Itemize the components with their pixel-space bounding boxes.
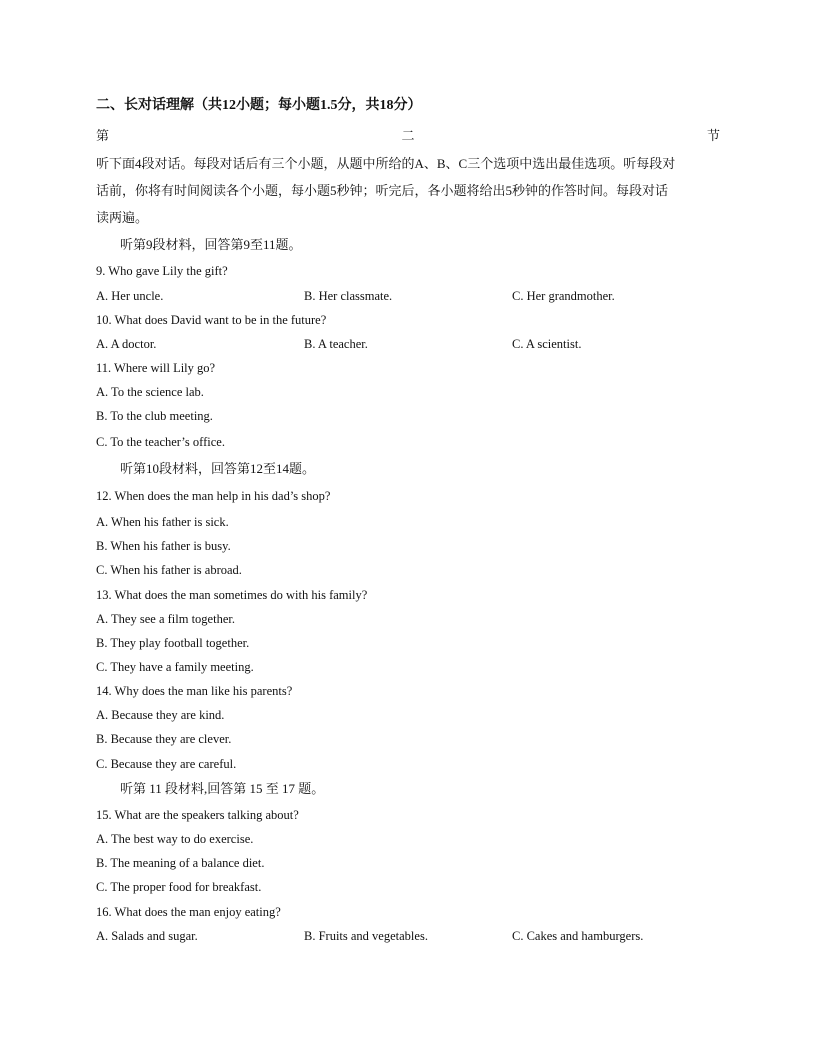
group-intro: 听第 11 段材料,回答第 15 至 17 题。 [120, 781, 325, 796]
group-intro: 听第9段材料，回答第9至11题。 [120, 237, 302, 252]
instructions-line: 读两遍。 [96, 210, 149, 225]
option-c: C. They have a family meeting. [96, 660, 254, 674]
option-a: A. They see a film together. [96, 612, 235, 626]
option-a: A. To the science lab. [96, 385, 204, 399]
question-text: 11. Where will Lily go? [96, 361, 216, 375]
question-text: 12. When does the man help in his dad’s shop? [96, 489, 331, 503]
question-text: 15. What are the speakers talking about? [96, 808, 299, 822]
question-text: 14. Why does the man like his parents? [96, 684, 293, 698]
option-b: B. They play football together. [96, 636, 250, 650]
option-b: B. Fruits and vegetables. [304, 929, 428, 943]
question-text: 16. What does the man enjoy eating? [96, 905, 281, 919]
option-b: B. To the club meeting. [96, 409, 213, 423]
option-a: A. The best way to do exercise. [96, 832, 254, 846]
option-b: B. Her classmate. [304, 289, 393, 303]
option-b: B. A teacher. [304, 337, 368, 351]
option-c: C. To the teacher’s office. [96, 435, 225, 449]
option-a: A. Because they are kind. [96, 708, 225, 722]
option-c: C. Cakes and hamburgers. [512, 929, 644, 943]
option-b: B. Because they are clever. [96, 732, 232, 746]
group-intro: 听第10段材料，回答第12至14题。 [120, 461, 316, 476]
option-c: C. When his father is abroad. [96, 563, 242, 577]
option-a: A. When his father is sick. [96, 515, 229, 529]
question-text: 10. What does David want to be in the future? [96, 313, 327, 327]
question-text: 9. Who gave Lily the gift? [96, 264, 228, 278]
option-a: A. A doctor. [96, 337, 157, 351]
sub-section-part: 二 [401, 128, 415, 143]
sub-section-part: 节 [706, 128, 720, 143]
instructions-line: 话前，你将有时间阅读各个小题，每小题5秒钟；听完后，各小题将给出5秒钟的作答时间。每段对话 [96, 183, 669, 198]
option-c: C. The proper food for breakfast. [96, 880, 262, 894]
option-a: A. Her uncle. [96, 289, 164, 303]
sub-section-title [96, 128, 720, 144]
option-c: C. A scientist. [512, 337, 582, 351]
question-text: 13. What does the man sometimes do with his family? [96, 588, 368, 602]
sub-section-part: 第 [96, 128, 110, 143]
instructions-line: 听下面4段对话。每段对话后有三个小题，从题中所给的A、B、C三个选项中选出最佳选项。听每段对 [96, 156, 676, 171]
option-b: B. The meaning of a balance diet. [96, 856, 265, 870]
section-heading: 二、长对话理解（共12小题；每小题1.5分，共18分） [96, 98, 422, 113]
option-b: B. When his father is busy. [96, 539, 231, 553]
option-c: C. Her grandmother. [512, 289, 615, 303]
option-a: A. Salads and sugar. [96, 929, 198, 943]
option-c: C. Because they are careful. [96, 757, 237, 771]
